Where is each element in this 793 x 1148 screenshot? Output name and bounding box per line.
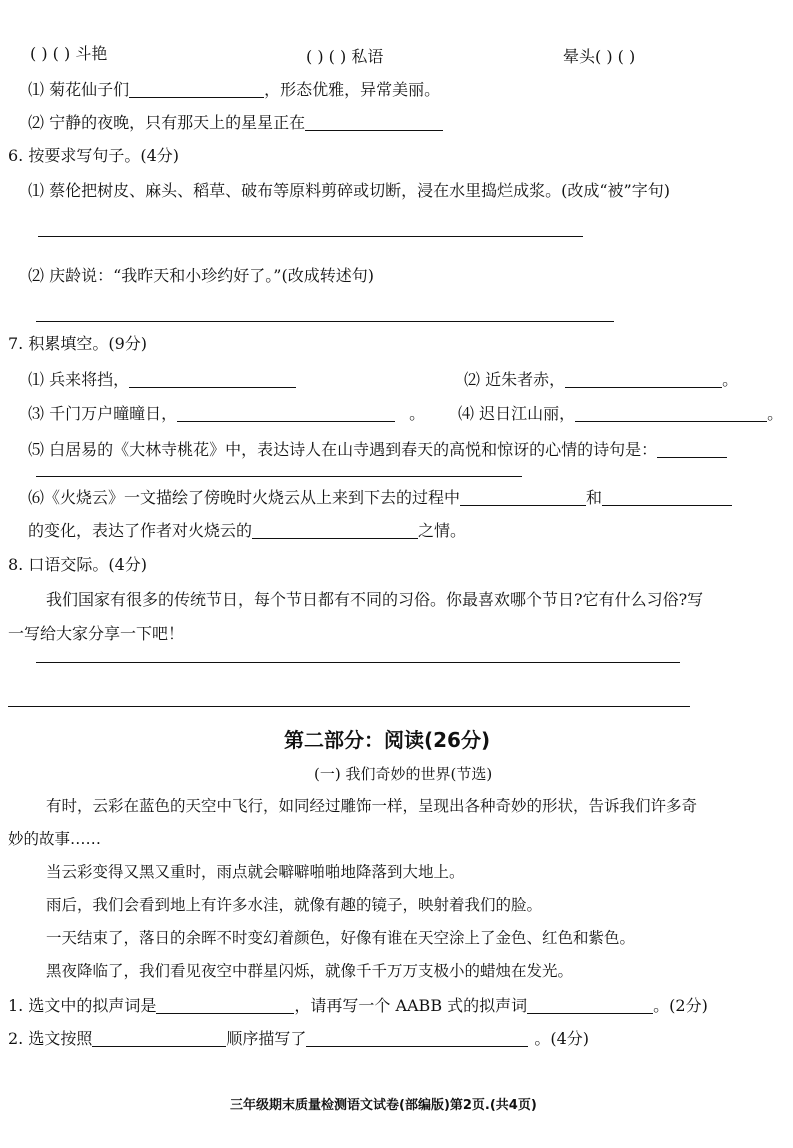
q7-item-4 bbox=[458, 404, 783, 424]
passage-p2: 当云彩变得又黑又重时，雨点就会噼噼啪啪地降落到大地上。 bbox=[46, 863, 465, 881]
answer-blank[interactable] bbox=[565, 371, 722, 388]
answer-blank[interactable] bbox=[602, 489, 732, 506]
rq1-text-a: 1. 选文中的拟声词是 bbox=[8, 996, 157, 1015]
q7-title: 7. 积累填空。(9分) bbox=[8, 334, 148, 353]
answer-line[interactable] bbox=[36, 476, 522, 477]
reading-question-2 bbox=[8, 1029, 589, 1049]
q7-i3-end: 。 bbox=[409, 404, 426, 423]
reading-question-1 bbox=[8, 996, 708, 1016]
answer-blank[interactable] bbox=[575, 405, 767, 422]
q7-i5-text: ⑸ 白居易的《大林寺桃花》中，表达诗人在山寺遇到春天的高悦和惊讶的心情的诗句是： bbox=[28, 440, 658, 459]
q5-sentence-1 bbox=[28, 80, 440, 100]
q6-title: 6. 按要求写句子。(4分) bbox=[8, 146, 180, 165]
answer-blank[interactable] bbox=[306, 1030, 528, 1047]
q7-i3-text: ⑶ 千门万户曈曈日， bbox=[28, 404, 178, 423]
q5-s2-pre: ⑵ 宁静的夜晚，只有那天上的星星正在 bbox=[28, 113, 306, 132]
q7-i2-text: ⑵ 近朱者赤， bbox=[464, 370, 566, 389]
q7-i6-text-b: 和 bbox=[586, 488, 603, 507]
q6-item-1: ⑴ 蔡伦把树皮、麻头、稻草、破布等原料剪碎或切断，浸在水里捣烂成浆。(改成“被”字句) bbox=[28, 181, 670, 200]
q7-item-2 bbox=[464, 370, 738, 390]
rq2-text-a: 2. 选文按照 bbox=[8, 1029, 93, 1048]
q7-i6-text-d: 之情。 bbox=[418, 521, 467, 540]
answer-line[interactable] bbox=[36, 321, 614, 322]
q5-word-c: 晕头( ) ( ) bbox=[563, 47, 636, 66]
q7-i6-text-a: ⑹《火烧云》一文描绘了傍晚时火烧云从上来到下去的过程中 bbox=[28, 488, 461, 507]
answer-line[interactable] bbox=[8, 706, 690, 707]
q8-title: 8. 口语交际。(4分) bbox=[8, 555, 148, 574]
page-footer: 三年级期末质量检测语文试卷(部编版)第2页.(共4页) bbox=[230, 1098, 537, 1113]
answer-line[interactable] bbox=[38, 236, 583, 237]
q5-sentence-2 bbox=[28, 113, 443, 133]
q7-item-3 bbox=[28, 404, 425, 424]
q5-s1-post: ，形态优雅，异常美丽。 bbox=[264, 80, 441, 99]
q7-i6-text-c: 的变化，表达了作者对火烧云的 bbox=[28, 521, 253, 540]
passage-p4: 一天结束了，落日的余晖不时变幻着颜色，好像有谁在天空涂上了金色、红色和紫色。 bbox=[46, 929, 636, 947]
answer-blank[interactable] bbox=[252, 522, 418, 539]
rq2-text-b: 顺序描写了 bbox=[226, 1029, 307, 1048]
q7-item-1 bbox=[28, 370, 296, 390]
answer-blank[interactable] bbox=[129, 371, 296, 388]
answer-blank[interactable] bbox=[305, 114, 443, 131]
q7-item-6 bbox=[28, 488, 732, 508]
q7-item-6-cont bbox=[28, 521, 466, 541]
passage-p5: 黑夜降临了，我们看见夜空中群星闪烁，就像千千万万支极小的蜡烛在发光。 bbox=[46, 962, 574, 980]
q7-i4-end: 。 bbox=[767, 404, 784, 423]
q5-word-a: ( ) ( ) 斗艳 bbox=[30, 44, 108, 63]
q5-s1-pre: ⑴ 菊花仙子们 bbox=[28, 80, 130, 99]
passage-p3: 雨后，我们会看到地上有许多水洼，就像有趣的镜子，映射着我们的脸。 bbox=[46, 896, 543, 914]
answer-line[interactable] bbox=[36, 662, 680, 663]
answer-blank[interactable] bbox=[527, 997, 653, 1014]
q7-item-5 bbox=[28, 440, 727, 460]
answer-blank[interactable] bbox=[92, 1030, 226, 1047]
passage-title: (一) 我们奇妙的世界(节选) bbox=[314, 765, 493, 783]
passage-p1-line-2: 妙的故事…… bbox=[8, 830, 102, 848]
answer-blank[interactable] bbox=[156, 997, 294, 1014]
q6-item-2: ⑵ 庆龄说：“我昨天和小珍约好了。”(改成转述句) bbox=[28, 266, 374, 285]
answer-blank[interactable] bbox=[129, 81, 264, 98]
passage-p1-line-1: 有时，云彩在蓝色的天空中飞行，如同经过雕饰一样，呈现出各种奇妙的形状，告诉我们许多奇 bbox=[46, 797, 698, 815]
answer-blank[interactable] bbox=[177, 405, 395, 422]
part-2-heading: 第二部分：阅读(26分) bbox=[284, 728, 491, 752]
q8-prompt-line-1: 我们国家有很多的传统节日，每个节日都有不同的习俗。你最喜欢哪个节日?它有什么习俗?写 bbox=[46, 590, 704, 609]
q5-word-b: ( ) ( ) 私语 bbox=[306, 47, 384, 66]
rq1-text-b: ，请再写一个 AABB 式的拟声词 bbox=[294, 996, 528, 1015]
q7-i4-text: ⑷ 迟日江山丽， bbox=[458, 404, 576, 423]
q7-i1-text: ⑴ 兵来将挡， bbox=[28, 370, 130, 389]
answer-blank[interactable] bbox=[657, 441, 727, 458]
rq1-text-c: 。(2分) bbox=[653, 996, 708, 1015]
rq2-text-c: 。(4分) bbox=[534, 1029, 590, 1048]
q7-i2-end: 。 bbox=[722, 370, 739, 389]
q8-prompt-line-2: 一写给大家分享一下吧！ bbox=[8, 624, 185, 643]
answer-blank[interactable] bbox=[460, 489, 586, 506]
